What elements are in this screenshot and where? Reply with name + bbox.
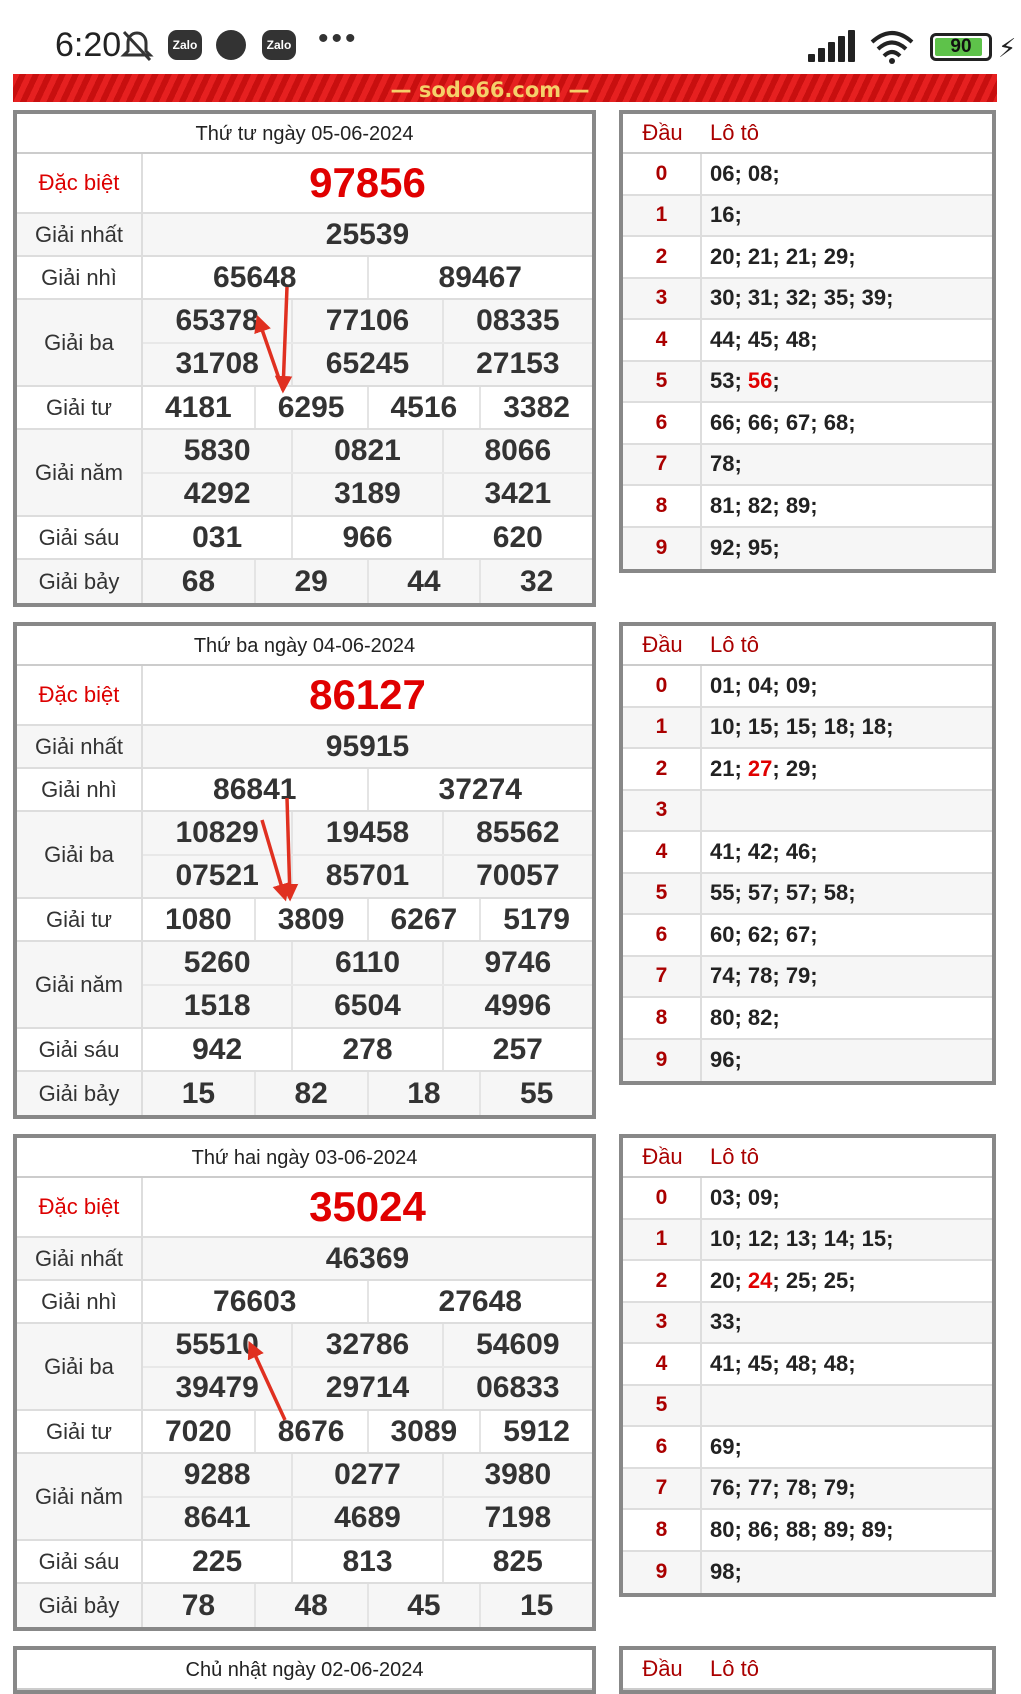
loto-values bbox=[702, 1268, 856, 1294]
prize-row-sixth bbox=[17, 1029, 592, 1072]
loto-row bbox=[623, 154, 992, 196]
loto-values bbox=[702, 202, 742, 228]
loto-head-digit: 4 bbox=[623, 1344, 702, 1384]
loto-value: 21; bbox=[710, 755, 748, 781]
loto-values bbox=[702, 244, 856, 270]
loto-values bbox=[702, 1475, 856, 1501]
prize-number: 225 bbox=[192, 1544, 243, 1578]
prize-number: 7020 bbox=[165, 1414, 232, 1448]
prize-number: 65648 bbox=[213, 260, 297, 294]
draw-date-title[interactable]: Thứ hai ngày 03-06-2024 bbox=[17, 1138, 592, 1178]
prize-number: 6504 bbox=[291, 986, 441, 1028]
loto-values bbox=[702, 1005, 780, 1031]
loto-header bbox=[623, 1650, 992, 1690]
loto-values bbox=[702, 451, 742, 477]
loto-value: 03; 09; bbox=[710, 1184, 780, 1210]
loto-values bbox=[702, 1559, 742, 1585]
prize-number: 3421 bbox=[442, 474, 592, 516]
prize-number: 257 bbox=[442, 1029, 592, 1070]
loto-head-digit: 2 bbox=[623, 1261, 702, 1301]
loto-value: 41; 45; 48; 48; bbox=[710, 1350, 856, 1376]
loto-values bbox=[702, 327, 818, 353]
loto-values bbox=[702, 1517, 893, 1543]
prize-number: 0821 bbox=[291, 430, 441, 472]
zalo-icon: Zalo bbox=[262, 30, 296, 60]
prize-number: 55 bbox=[479, 1072, 592, 1115]
prize-label: Giải bảy bbox=[17, 560, 143, 603]
prize-row-seventh bbox=[17, 1072, 592, 1115]
loto-head-digit: 9 bbox=[623, 1552, 702, 1594]
prize-number: 19458 bbox=[291, 812, 441, 854]
prize-label: Giải năm bbox=[17, 1454, 143, 1539]
prize-row-third bbox=[17, 812, 592, 899]
loto-row bbox=[623, 1303, 992, 1345]
draw-date-title[interactable]: Chủ nhật ngày 02-06-2024 bbox=[17, 1650, 592, 1690]
prize-row-first bbox=[17, 214, 592, 257]
loto-value: 69; bbox=[710, 1433, 742, 1459]
prize-number: 89467 bbox=[367, 257, 593, 298]
prize-number: 4181 bbox=[165, 390, 232, 424]
wifi-icon bbox=[870, 30, 914, 64]
loto-values bbox=[702, 285, 893, 311]
messenger-icon bbox=[216, 30, 246, 60]
prize-number: 4516 bbox=[367, 387, 480, 428]
loto-special-value: 56 bbox=[747, 368, 773, 394]
loto-row bbox=[623, 445, 992, 487]
loto-head-digit: 3 bbox=[623, 791, 702, 831]
loto-values bbox=[702, 1351, 856, 1377]
mute-bell-icon bbox=[120, 30, 154, 62]
prize-number: 825 bbox=[442, 1541, 592, 1582]
prize-number: 278 bbox=[291, 1029, 441, 1070]
prize-row-special bbox=[17, 154, 592, 214]
loto-values bbox=[702, 161, 780, 187]
draw-date-title[interactable]: Thứ tư ngày 05-06-2024 bbox=[17, 114, 592, 154]
loto-value: 10; 12; 13; 14; 15; bbox=[710, 1226, 894, 1252]
loto-row bbox=[623, 320, 992, 362]
prize-row-second bbox=[17, 1281, 592, 1324]
loto-head-digit: 8 bbox=[623, 486, 702, 526]
prize-row-seventh bbox=[17, 1584, 592, 1627]
prize-number: 10829 bbox=[175, 815, 259, 849]
loto-head-digit: 9 bbox=[623, 528, 702, 570]
special-prize-number: 86127 bbox=[309, 671, 426, 718]
prize-number: 6110 bbox=[291, 942, 441, 984]
prize-number: 45 bbox=[367, 1584, 480, 1627]
prize-number: 3089 bbox=[367, 1411, 480, 1452]
prize-row-fourth bbox=[17, 387, 592, 430]
loto-header bbox=[623, 114, 992, 154]
loto-header-label: Lô tô bbox=[710, 1656, 759, 1681]
prize-number: 29 bbox=[254, 560, 367, 603]
prize-row-second bbox=[17, 769, 592, 812]
prize-number: 6295 bbox=[254, 387, 367, 428]
prize-number: 9288 bbox=[183, 1457, 251, 1491]
prize-label: Giải bảy bbox=[17, 1584, 143, 1627]
loto-table bbox=[619, 110, 996, 573]
prize-number: 65245 bbox=[291, 344, 441, 386]
prize-number: 76603 bbox=[213, 1284, 297, 1318]
loto-table bbox=[619, 1646, 996, 1694]
prize-number: 55510 bbox=[175, 1327, 259, 1361]
charging-bolt-icon: ⚡ bbox=[998, 33, 1017, 63]
prize-number: 68 bbox=[181, 564, 216, 598]
loto-head-digit: 8 bbox=[623, 998, 702, 1038]
special-prize-number: 97856 bbox=[309, 159, 426, 206]
prize-row-seventh bbox=[17, 560, 592, 603]
loto-values bbox=[702, 1226, 893, 1252]
prize-number: 8641 bbox=[183, 1501, 251, 1535]
prize-number: 31708 bbox=[175, 347, 259, 381]
loto-value: 33; bbox=[710, 1309, 742, 1335]
results-table bbox=[13, 110, 596, 607]
loto-row bbox=[623, 666, 992, 708]
loto-head-digit: 7 bbox=[623, 957, 702, 997]
prize-number: 3980 bbox=[442, 1454, 592, 1496]
loto-value: 80; 82; bbox=[710, 1004, 780, 1030]
loto-values bbox=[702, 1185, 780, 1211]
loto-values bbox=[702, 839, 818, 865]
loto-row bbox=[623, 237, 992, 279]
prize-number: 32786 bbox=[291, 1324, 441, 1366]
loto-values bbox=[702, 963, 818, 989]
prize-number: 9746 bbox=[442, 942, 592, 984]
prize-row-second bbox=[17, 257, 592, 300]
prize-number: 78 bbox=[181, 1588, 216, 1622]
status-bar bbox=[0, 0, 1021, 74]
prize-number: 1518 bbox=[183, 989, 251, 1023]
prize-label: Giải sáu bbox=[17, 1029, 143, 1070]
prize-number: 07521 bbox=[175, 859, 259, 893]
loto-row bbox=[623, 362, 992, 404]
prize-number: 813 bbox=[291, 1541, 441, 1582]
prize-number: 15 bbox=[181, 1076, 216, 1110]
loto-head-digit: 1 bbox=[623, 708, 702, 748]
prize-number: 8676 bbox=[254, 1411, 367, 1452]
loto-header-label: Lô tô bbox=[710, 120, 759, 145]
loto-row bbox=[623, 1220, 992, 1262]
prize-number: 4689 bbox=[291, 1498, 441, 1540]
loto-head-digit: 5 bbox=[623, 1386, 702, 1426]
prize-label: Giải tư bbox=[17, 899, 143, 940]
loto-row bbox=[623, 1427, 992, 1469]
prize-number: 4292 bbox=[183, 477, 251, 511]
loto-values bbox=[702, 535, 780, 561]
prize-label: Đặc biệt bbox=[17, 154, 143, 212]
prize-row-sixth bbox=[17, 517, 592, 560]
results-table bbox=[13, 1134, 596, 1631]
loto-row bbox=[623, 1344, 992, 1386]
prize-row-special bbox=[17, 1178, 592, 1238]
loto-head-digit: 4 bbox=[623, 320, 702, 360]
loto-head-digit: 9 bbox=[623, 1040, 702, 1082]
battery-level: 90 bbox=[950, 36, 972, 57]
loto-value: 76; 77; 78; 79; bbox=[710, 1475, 856, 1501]
banner-url: — sodo66.com — bbox=[390, 78, 590, 102]
loto-values bbox=[702, 1309, 742, 1335]
prize-number: 5830 bbox=[183, 433, 251, 467]
prize-row-fifth bbox=[17, 1454, 592, 1541]
loto-values bbox=[702, 410, 856, 436]
loto-row bbox=[623, 874, 992, 916]
loto-value: 98; bbox=[710, 1559, 742, 1585]
loto-row bbox=[623, 749, 992, 791]
prize-number: 82 bbox=[254, 1072, 367, 1115]
loto-value: 01; 04; 09; bbox=[710, 672, 818, 698]
loto-row bbox=[623, 403, 992, 445]
prize-label: Giải năm bbox=[17, 942, 143, 1027]
loto-value: 55; 57; 57; 58; bbox=[710, 880, 856, 906]
prize-label: Giải nhất bbox=[17, 726, 143, 767]
prize-number: 1080 bbox=[165, 902, 232, 936]
loto-row bbox=[623, 528, 992, 570]
banner-logo[interactable] bbox=[340, 74, 640, 102]
loto-row bbox=[623, 486, 992, 528]
prize-number: 3382 bbox=[479, 387, 592, 428]
loto-value: 81; 82; 89; bbox=[710, 492, 818, 518]
loto-table bbox=[619, 1134, 996, 1597]
loto-value: 10; 15; 15; 18; 18; bbox=[710, 714, 894, 740]
loto-special-value: 24 bbox=[747, 1267, 773, 1293]
prize-number: 6267 bbox=[367, 899, 480, 940]
loto-value: ; 25; 25; bbox=[772, 1267, 856, 1293]
prize-label: Giải sáu bbox=[17, 517, 143, 558]
prize-number: 32 bbox=[479, 560, 592, 603]
prize-label: Giải bảy bbox=[17, 1072, 143, 1115]
prize-number: 0277 bbox=[291, 1454, 441, 1496]
prize-number: 77106 bbox=[291, 300, 441, 342]
loto-row bbox=[623, 1469, 992, 1511]
loto-head-digit: 1 bbox=[623, 196, 702, 236]
prize-number: 54609 bbox=[442, 1324, 592, 1366]
prize-number: 942 bbox=[192, 1032, 243, 1066]
loto-value: 20; 21; 21; 29; bbox=[710, 243, 856, 269]
prize-number: 95915 bbox=[325, 729, 410, 763]
prize-number: 27153 bbox=[442, 344, 592, 386]
loto-head-digit: 6 bbox=[623, 1427, 702, 1467]
loto-row bbox=[623, 1386, 992, 1428]
prize-number: 08335 bbox=[442, 300, 592, 342]
dau-header: Đầu bbox=[642, 1144, 683, 1169]
loto-head-digit: 2 bbox=[623, 237, 702, 277]
loto-special-value: 27 bbox=[747, 755, 773, 781]
loto-header bbox=[623, 1138, 992, 1178]
loto-value: 96; bbox=[710, 1047, 742, 1073]
dau-header: Đầu bbox=[642, 120, 683, 145]
results-table bbox=[13, 1646, 596, 1694]
prize-row-first bbox=[17, 1238, 592, 1281]
loto-head-digit: 5 bbox=[623, 362, 702, 402]
loto-value: 06; 08; bbox=[710, 160, 780, 186]
prize-number: 7198 bbox=[442, 1498, 592, 1540]
loto-values bbox=[702, 673, 818, 699]
dau-header: Đầu bbox=[642, 632, 683, 657]
loto-value: ; bbox=[772, 368, 780, 394]
loto-value: 92; 95; bbox=[710, 535, 780, 561]
loto-row bbox=[623, 1261, 992, 1303]
clock: 6:20 bbox=[55, 26, 122, 64]
loto-value: 20; bbox=[710, 1267, 748, 1293]
prize-label: Giải nhất bbox=[17, 214, 143, 255]
loto-values bbox=[702, 368, 780, 394]
loto-row bbox=[623, 998, 992, 1040]
loto-row bbox=[623, 915, 992, 957]
prize-row-fourth bbox=[17, 1411, 592, 1454]
loto-row bbox=[623, 196, 992, 238]
prize-label: Giải ba bbox=[17, 300, 143, 385]
prize-label: Giải sáu bbox=[17, 1541, 143, 1582]
prize-label: Giải ba bbox=[17, 1324, 143, 1409]
loto-values bbox=[702, 756, 818, 782]
loto-row bbox=[623, 957, 992, 999]
prize-row-fifth bbox=[17, 942, 592, 1029]
prize-number: 65378 bbox=[175, 303, 259, 337]
prize-row-fifth bbox=[17, 430, 592, 517]
battery-icon bbox=[930, 33, 992, 61]
loto-values bbox=[702, 493, 818, 519]
prize-number: 85562 bbox=[442, 812, 592, 854]
zalo-icon: Zalo bbox=[168, 30, 202, 60]
prize-number: 48 bbox=[254, 1584, 367, 1627]
prize-row-sixth bbox=[17, 1541, 592, 1584]
prize-label: Đặc biệt bbox=[17, 1178, 143, 1236]
prize-label: Giải nhì bbox=[17, 769, 143, 810]
prize-number: 966 bbox=[291, 517, 441, 558]
loto-head-digit: 0 bbox=[623, 1178, 702, 1218]
prize-number: 620 bbox=[442, 517, 592, 558]
loto-row bbox=[623, 832, 992, 874]
prize-number: 5260 bbox=[183, 945, 251, 979]
loto-head-digit: 7 bbox=[623, 445, 702, 485]
loto-values bbox=[702, 880, 856, 906]
loto-head-digit: 0 bbox=[623, 666, 702, 706]
prize-row-special bbox=[17, 666, 592, 726]
prize-number: 44 bbox=[367, 560, 480, 603]
prize-number: 3189 bbox=[291, 474, 441, 516]
loto-head-digit: 3 bbox=[623, 1303, 702, 1343]
prize-number: 39479 bbox=[175, 1371, 259, 1405]
loto-row bbox=[623, 708, 992, 750]
loto-head-digit: 6 bbox=[623, 403, 702, 443]
prize-number: 8066 bbox=[442, 430, 592, 472]
loto-value: 30; 31; 32; 35; 39; bbox=[710, 285, 894, 311]
prize-number: 5179 bbox=[479, 899, 592, 940]
loto-head-digit: 4 bbox=[623, 832, 702, 872]
loto-table bbox=[619, 622, 996, 1085]
loto-row bbox=[623, 1178, 992, 1220]
results-table bbox=[13, 622, 596, 1119]
loto-header-label: Lô tô bbox=[710, 632, 759, 657]
loto-value: 66; 66; 67; 68; bbox=[710, 409, 856, 435]
prize-row-first bbox=[17, 726, 592, 769]
prize-number: 06833 bbox=[442, 1368, 592, 1410]
loto-row bbox=[623, 279, 992, 321]
prize-number: 86841 bbox=[213, 772, 297, 806]
loto-head-digit: 7 bbox=[623, 1469, 702, 1509]
prize-number: 46369 bbox=[325, 1241, 410, 1275]
loto-value: 53; bbox=[710, 368, 748, 394]
prize-label: Giải tư bbox=[17, 387, 143, 428]
prize-number: 15 bbox=[479, 1584, 592, 1627]
prize-label: Đặc biệt bbox=[17, 666, 143, 724]
prize-label: Giải nhì bbox=[17, 257, 143, 298]
dau-header: Đầu bbox=[642, 1656, 683, 1681]
prize-number: 031 bbox=[192, 520, 243, 554]
loto-header bbox=[623, 626, 992, 666]
loto-head-digit: 1 bbox=[623, 1220, 702, 1260]
loto-value: 80; 86; 88; 89; 89; bbox=[710, 1516, 894, 1542]
loto-value: 44; 45; 48; bbox=[710, 326, 818, 352]
loto-head-digit: 3 bbox=[623, 279, 702, 319]
prize-number: 37274 bbox=[367, 769, 593, 810]
loto-head-digit: 0 bbox=[623, 154, 702, 194]
prize-number: 4996 bbox=[442, 986, 592, 1028]
loto-row bbox=[623, 791, 992, 833]
loto-values bbox=[702, 922, 818, 948]
loto-values bbox=[702, 1434, 742, 1460]
prize-row-third bbox=[17, 300, 592, 387]
loto-header-label: Lô tô bbox=[710, 1144, 759, 1169]
prize-number: 25539 bbox=[325, 217, 410, 251]
loto-head-digit: 2 bbox=[623, 749, 702, 789]
prize-label: Giải nhì bbox=[17, 1281, 143, 1322]
prize-row-fourth bbox=[17, 899, 592, 942]
loto-values bbox=[702, 1047, 742, 1073]
loto-head-digit: 5 bbox=[623, 874, 702, 914]
prize-number: 5912 bbox=[479, 1411, 592, 1452]
loto-values bbox=[702, 714, 893, 740]
prize-row-third bbox=[17, 1324, 592, 1411]
loto-head-digit: 6 bbox=[623, 915, 702, 955]
more-dots-icon: ••• bbox=[318, 22, 359, 55]
prize-label: Giải nhất bbox=[17, 1238, 143, 1279]
loto-value: 60; 62; 67; bbox=[710, 921, 818, 947]
loto-value: 78; bbox=[710, 451, 742, 477]
prize-label: Giải ba bbox=[17, 812, 143, 897]
prize-label: Giải năm bbox=[17, 430, 143, 515]
loto-row bbox=[623, 1552, 992, 1594]
prize-number: 18 bbox=[367, 1072, 480, 1115]
loto-value: ; 29; bbox=[772, 755, 818, 781]
loto-value: 41; 42; 46; bbox=[710, 838, 818, 864]
loto-row bbox=[623, 1040, 992, 1082]
prize-number: 29714 bbox=[291, 1368, 441, 1410]
draw-date-title[interactable]: Thứ ba ngày 04-06-2024 bbox=[17, 626, 592, 666]
loto-head-digit: 8 bbox=[623, 1510, 702, 1550]
special-prize-number: 35024 bbox=[309, 1183, 426, 1230]
prize-number: 27648 bbox=[367, 1281, 593, 1322]
loto-value: 16; bbox=[710, 202, 742, 228]
prize-label: Giải tư bbox=[17, 1411, 143, 1452]
loto-row bbox=[623, 1510, 992, 1552]
prize-number: 70057 bbox=[442, 856, 592, 898]
prize-number: 85701 bbox=[291, 856, 441, 898]
prize-number: 3809 bbox=[254, 899, 367, 940]
signal-icon bbox=[808, 30, 858, 62]
loto-value: 74; 78; 79; bbox=[710, 963, 818, 989]
